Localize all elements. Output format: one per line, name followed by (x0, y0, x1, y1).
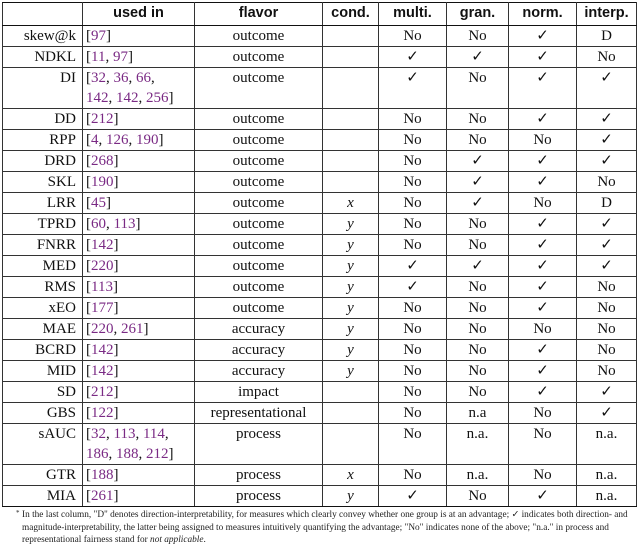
gran-cell: No (447, 382, 509, 403)
table-row (3, 130, 637, 151)
used-in-refs: [212] (83, 382, 195, 403)
cond-cell (323, 68, 379, 109)
measure-name: DD (3, 109, 83, 130)
table-row (3, 26, 637, 47)
flavor-cell: outcome (195, 214, 323, 235)
citation-link[interactable]: 142 (91, 363, 114, 379)
used-in-refs: [190] (83, 172, 195, 193)
interp-cell: ✓ (577, 382, 637, 403)
multi-cell: ✓ (379, 486, 447, 507)
used-in-refs: [32, 36, 66, 142, 142, 256] (83, 68, 195, 109)
flavor-cell: outcome (195, 298, 323, 319)
norm-cell: No (509, 193, 577, 214)
multi-cell: ✓ (379, 256, 447, 277)
table-row (3, 298, 637, 319)
table-row (3, 486, 637, 507)
used-in-refs: [220] (83, 256, 195, 277)
cond-cell: y (323, 214, 379, 235)
cond-cell (323, 403, 379, 424)
flavor-cell: accuracy (195, 340, 323, 361)
interp-cell: ✓ (577, 68, 637, 109)
norm-cell: No (509, 319, 577, 340)
header-norm: norm. (509, 3, 577, 26)
citation-link[interactable]: 188 (91, 467, 114, 483)
cond-cell: y (323, 319, 379, 340)
used-in-refs: [4, 126, 190] (83, 130, 195, 151)
flavor-cell: process (195, 424, 323, 465)
gran-cell: No (447, 68, 509, 109)
citation-link[interactable]: 113 (113, 216, 136, 232)
flavor-cell: outcome (195, 68, 323, 109)
flavor-cell: outcome (195, 151, 323, 172)
used-in-refs: [122] (83, 403, 195, 424)
footnote-text: In the last column, "D" denotes direction-interpretability, for measures which clearly convey whether one group is at an advantage; ✓ indicates both direction- and magnitude-interpretability, the latter being assigned to measures intuitively quantifying the advantage; "No" indicates none of the above; "n.a." in process and representational fairness stand for (22, 510, 628, 545)
citation-link[interactable]: 45 (91, 195, 106, 211)
table-row (3, 47, 637, 68)
interp-cell: No (577, 47, 637, 68)
flavor-cell: outcome (195, 109, 323, 130)
cond-cell (323, 130, 379, 151)
interp-cell: ✓ (577, 256, 637, 277)
table-row (3, 424, 637, 465)
norm-cell: ✓ (509, 68, 577, 109)
interp-cell: No (577, 361, 637, 382)
gran-cell: No (447, 130, 509, 151)
norm-cell: ✓ (509, 151, 577, 172)
table-container (2, 2, 636, 507)
interp-cell: n.a. (577, 424, 637, 465)
used-in-refs: [11, 97] (83, 47, 195, 68)
measure-name: NDKL (3, 47, 83, 68)
citation-link[interactable]: 261 (121, 321, 144, 337)
gran-cell: No (447, 319, 509, 340)
citation-link[interactable]: 220 (91, 258, 114, 274)
gran-cell: No (447, 277, 509, 298)
flavor-cell: outcome (195, 47, 323, 68)
cond-cell (323, 151, 379, 172)
norm-cell: ✓ (509, 486, 577, 507)
footnote-end: . (203, 535, 206, 545)
interp-cell: D (577, 26, 637, 47)
interp-cell: ✓ (577, 151, 637, 172)
flavor-cell: outcome (195, 235, 323, 256)
norm-cell: ✓ (509, 277, 577, 298)
header-interp: interp. (577, 3, 637, 26)
used-in-refs: [261] (83, 486, 195, 507)
citation-link[interactable]: 220 (91, 321, 114, 337)
interp-cell: ✓ (577, 403, 637, 424)
norm-cell: ✓ (509, 214, 577, 235)
multi-cell: ✓ (379, 47, 447, 68)
citation-link[interactable]: 32 (91, 70, 106, 86)
flavor-cell: representational (195, 403, 323, 424)
table-row (3, 277, 637, 298)
cond-cell: y (323, 277, 379, 298)
footnote-marker: * (16, 509, 20, 517)
cond-cell: y (323, 298, 379, 319)
citation-link[interactable]: 177 (91, 300, 114, 316)
flavor-cell: outcome (195, 193, 323, 214)
interp-cell: No (577, 340, 637, 361)
citation-link[interactable]: 212 (91, 384, 114, 400)
gran-cell: No (447, 214, 509, 235)
gran-cell: n.a (447, 403, 509, 424)
used-in-refs: [142] (83, 235, 195, 256)
table-row (3, 172, 637, 193)
table-row (3, 214, 637, 235)
multi-cell: No (379, 214, 447, 235)
cond-cell (323, 424, 379, 465)
flavor-cell: outcome (195, 277, 323, 298)
citation-link[interactable]: 142 (91, 237, 114, 253)
multi-cell: ✓ (379, 277, 447, 298)
measure-name: SKL (3, 172, 83, 193)
measure-name: DI (3, 68, 83, 109)
interp-cell: ✓ (577, 214, 637, 235)
measure-name: RMS (3, 277, 83, 298)
gran-cell: No (447, 109, 509, 130)
measure-name: MID (3, 361, 83, 382)
norm-cell: No (509, 465, 577, 486)
citation-link[interactable]: 32 (91, 426, 106, 442)
gran-cell: No (447, 340, 509, 361)
norm-cell: No (509, 424, 577, 465)
gran-cell: ✓ (447, 47, 509, 68)
table-row (3, 361, 637, 382)
gran-cell: n.a. (447, 465, 509, 486)
norm-cell: ✓ (509, 361, 577, 382)
citation-link[interactable]: 142 (86, 90, 109, 106)
cond-cell: x (323, 193, 379, 214)
fairness-measures-table (2, 2, 637, 507)
measure-name: skew@k (3, 26, 83, 47)
header-row (3, 3, 637, 26)
header-multi: multi. (379, 3, 447, 26)
cond-cell: y (323, 361, 379, 382)
table-row (3, 68, 637, 109)
cond-cell (323, 172, 379, 193)
multi-cell: No (379, 340, 447, 361)
measure-name: MED (3, 256, 83, 277)
citation-link[interactable]: 212 (146, 446, 169, 462)
norm-cell: ✓ (509, 340, 577, 361)
multi-cell: No (379, 298, 447, 319)
citation-link[interactable]: 142 (91, 342, 114, 358)
footnote (16, 509, 634, 547)
multi-cell: No (379, 382, 447, 403)
interp-cell: No (577, 277, 637, 298)
norm-cell: ✓ (509, 235, 577, 256)
multi-cell: No (379, 130, 447, 151)
used-in-refs: [142] (83, 340, 195, 361)
measure-name: sAUC (3, 424, 83, 465)
interp-cell: ✓ (577, 130, 637, 151)
table-row (3, 319, 637, 340)
table-row (3, 109, 637, 130)
citation-link[interactable]: 97 (112, 49, 128, 65)
table-row (3, 256, 637, 277)
gran-cell: No (447, 361, 509, 382)
measure-name: RPP (3, 130, 83, 151)
norm-cell: ✓ (509, 298, 577, 319)
used-in-refs: [212] (83, 109, 195, 130)
multi-cell: No (379, 424, 447, 465)
gran-cell: ✓ (447, 172, 509, 193)
table-row (3, 403, 637, 424)
citation-link[interactable]: 126 (106, 132, 129, 148)
header-used-in: used in (83, 3, 195, 26)
citation-link[interactable]: 212 (91, 111, 114, 127)
citation-link[interactable]: 97 (91, 28, 106, 44)
used-in-refs: [60, 113] (83, 214, 195, 235)
multi-cell: No (379, 172, 447, 193)
flavor-cell: accuracy (195, 361, 323, 382)
interp-cell: ✓ (577, 109, 637, 130)
measure-name: SD (3, 382, 83, 403)
citation-link[interactable]: 11 (91, 49, 106, 65)
header-measure (3, 3, 83, 26)
gran-cell: ✓ (447, 151, 509, 172)
measure-name: GBS (3, 403, 83, 424)
citation-link[interactable]: 142 (116, 90, 139, 106)
citation-link[interactable]: 4 (91, 132, 99, 148)
interp-cell: No (577, 298, 637, 319)
measure-name: MIA (3, 486, 83, 507)
multi-cell: No (379, 26, 447, 47)
used-in-refs: [177] (83, 298, 195, 319)
interp-cell: n.a. (577, 465, 637, 486)
flavor-cell: impact (195, 382, 323, 403)
citation-link[interactable]: 60 (91, 216, 106, 232)
cond-cell: y (323, 340, 379, 361)
measure-name: DRD (3, 151, 83, 172)
flavor-cell: accuracy (195, 319, 323, 340)
flavor-cell: outcome (195, 26, 323, 47)
header-cond: cond. (323, 3, 379, 26)
cond-cell: x (323, 465, 379, 486)
used-in-refs: [32, 113, 114, 186, 188, 212] (83, 424, 195, 465)
cond-cell: y (323, 256, 379, 277)
table-body (3, 26, 637, 507)
gran-cell: No (447, 486, 509, 507)
interp-cell: No (577, 172, 637, 193)
used-in-refs: [97] (83, 26, 195, 47)
gran-cell: n.a. (447, 424, 509, 465)
measure-name: xEO (3, 298, 83, 319)
flavor-cell: outcome (195, 172, 323, 193)
measure-name: BCRD (3, 340, 83, 361)
gran-cell: No (447, 298, 509, 319)
citation-link[interactable]: 268 (91, 153, 114, 169)
header-gran: gran. (447, 3, 509, 26)
multi-cell: No (379, 361, 447, 382)
flavor-cell: outcome (195, 130, 323, 151)
table-row (3, 151, 637, 172)
flavor-cell: outcome (195, 256, 323, 277)
citation-link[interactable]: 186 (86, 446, 109, 462)
norm-cell: ✓ (509, 26, 577, 47)
cond-cell (323, 26, 379, 47)
citation-link[interactable]: 190 (91, 174, 114, 190)
interp-cell: ✓ (577, 235, 637, 256)
citation-link[interactable]: 113 (113, 426, 136, 442)
footnote-emphasis: not applicable (150, 535, 204, 545)
cond-cell (323, 109, 379, 130)
interp-cell: D (577, 193, 637, 214)
multi-cell: No (379, 319, 447, 340)
gran-cell: No (447, 26, 509, 47)
cond-cell: y (323, 235, 379, 256)
norm-cell: ✓ (509, 256, 577, 277)
citation-link[interactable]: 256 (146, 90, 169, 106)
norm-cell: No (509, 130, 577, 151)
table-row (3, 235, 637, 256)
norm-cell: ✓ (509, 172, 577, 193)
multi-cell: No (379, 235, 447, 256)
cond-cell (323, 382, 379, 403)
multi-cell: ✓ (379, 68, 447, 109)
measure-name: FNRR (3, 235, 83, 256)
used-in-refs: [45] (83, 193, 195, 214)
multi-cell: No (379, 151, 447, 172)
gran-cell: ✓ (447, 256, 509, 277)
citation-link[interactable]: 113 (91, 279, 113, 295)
flavor-cell: process (195, 486, 323, 507)
measure-name: MAE (3, 319, 83, 340)
citation-link[interactable]: 188 (116, 446, 139, 462)
used-in-refs: [142] (83, 361, 195, 382)
norm-cell: ✓ (509, 382, 577, 403)
citation-link[interactable]: 122 (91, 405, 114, 421)
used-in-refs: [268] (83, 151, 195, 172)
cond-cell: y (323, 486, 379, 507)
citation-link[interactable]: 114 (142, 426, 165, 442)
citation-link[interactable]: 190 (136, 132, 159, 148)
citation-link[interactable]: 66 (136, 70, 151, 86)
measure-name: GTR (3, 465, 83, 486)
citation-link[interactable]: 36 (113, 70, 129, 86)
interp-cell: n.a. (577, 486, 637, 507)
interp-cell: No (577, 319, 637, 340)
used-in-refs: [188] (83, 465, 195, 486)
multi-cell: No (379, 403, 447, 424)
used-in-refs: [220, 261] (83, 319, 195, 340)
multi-cell: No (379, 193, 447, 214)
table-row (3, 340, 637, 361)
header-flavor: flavor (195, 3, 323, 26)
gran-cell: ✓ (447, 193, 509, 214)
measure-name: LRR (3, 193, 83, 214)
gran-cell: No (447, 235, 509, 256)
table-row (3, 465, 637, 486)
norm-cell: ✓ (509, 47, 577, 68)
table-row (3, 382, 637, 403)
multi-cell: No (379, 109, 447, 130)
used-in-refs: [113] (83, 277, 195, 298)
norm-cell: No (509, 403, 577, 424)
measure-name: TPRD (3, 214, 83, 235)
norm-cell: ✓ (509, 109, 577, 130)
citation-link[interactable]: 261 (91, 488, 114, 504)
multi-cell: No (379, 465, 447, 486)
flavor-cell: process (195, 465, 323, 486)
cond-cell (323, 47, 379, 68)
table-row (3, 193, 637, 214)
